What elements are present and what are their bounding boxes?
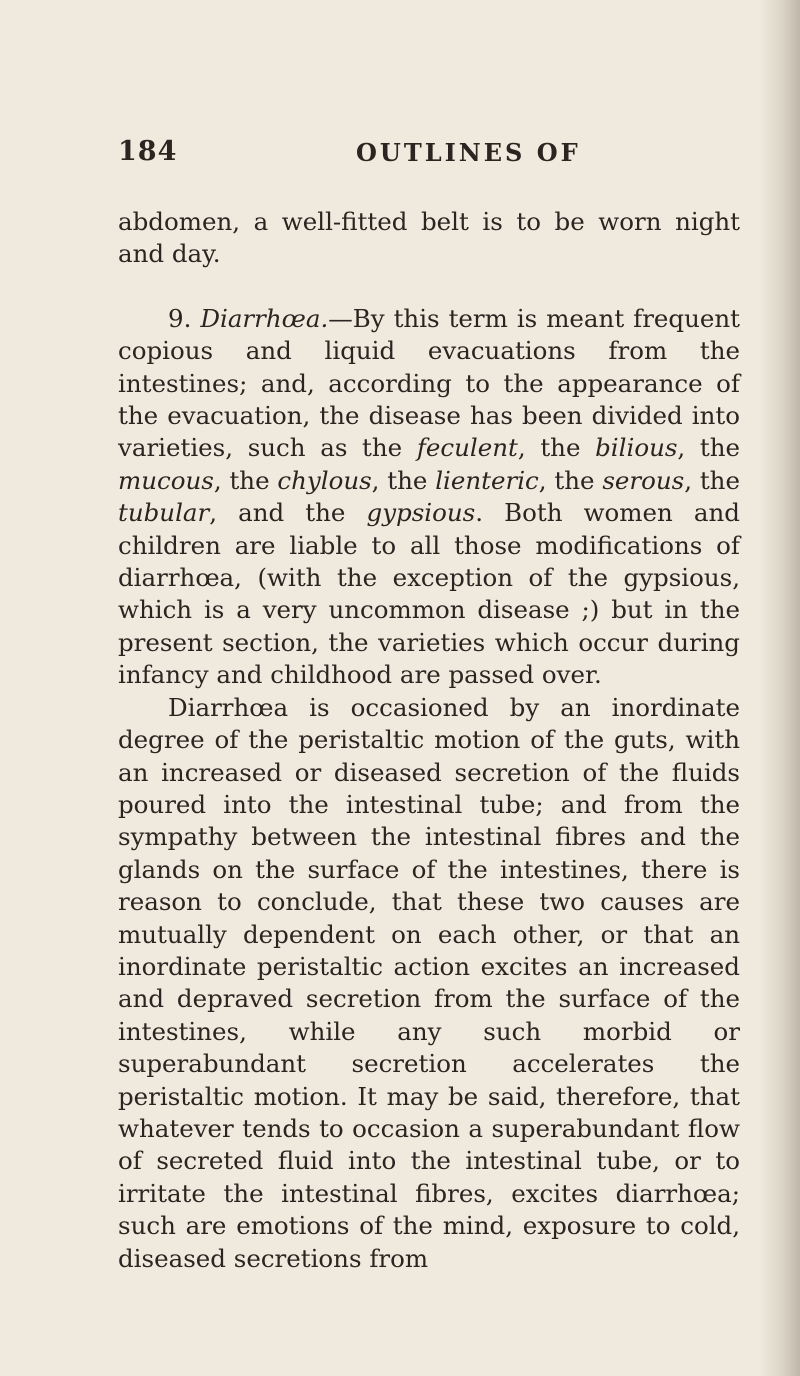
term-lienteric: lienteric	[435, 465, 539, 495]
page-header	[118, 136, 738, 176]
term-gypsious: gypsious	[366, 498, 476, 528]
running-head: OUTLINES OF	[356, 138, 581, 167]
term-tubular: tubular	[118, 498, 210, 528]
section-title: Diarrhœa.	[200, 303, 329, 333]
paragraph-continuation: abdomen, a well-fitted belt is to be worn night and day.	[118, 207, 740, 269]
paragraph-diarrhoea: 9. Diarrhœa.—By this term is meant frequent copious and liquid evacuations from the intestines; and, according to the appearance of the evacuation, the disease has been divided into varieties, such as the feculent, the bilious, the mucous, the chylous, the lienteric, the serous, the tubular, and the gypsious. Both women and children are liable to all those modifications of diarrhœa, (with the exception of the gypsious, which is a very uncommon disease ;) but in the present section, the varieties which occur during infancy and childhood are passed over.	[118, 303, 740, 690]
body-text	[118, 206, 740, 1275]
term-mucous: mucous	[118, 465, 214, 495]
term-chylous: chylous	[277, 465, 372, 495]
term-serous: serous	[602, 465, 685, 495]
term-feculent: feculent	[416, 433, 518, 463]
section-number: 9.	[168, 303, 201, 333]
paragraph-causes: Diarrhœa is occasioned by an inordinate degree of the peristaltic motion of the guts, with an increased or diseased secretion of the fluids poured into the intestinal tube; and from the sympathy between the intestinal fibres and the glands on the surface of the intestines, there is reason to conclude, that these two causes are mutually dependent on each other, or that an inordinate peristaltic action excites an increased and depraved secretion from the surface of the intestines, while any such morbid or superabundant secretion accelerates the peristaltic motion. It may be said, therefore, that whatever tends to occasion a superabundant flow of secreted fluid into the intestinal tube, or to irritate the intestinal fibres, excites diarrhœa; such are emotions of the mind, exposure to cold, diseased secretions from	[118, 692, 740, 1273]
page-number: 184	[118, 136, 178, 167]
page-edge-shadow	[760, 0, 800, 1376]
paragraph-gap	[118, 271, 740, 303]
term-bilious: bilious	[595, 433, 678, 463]
